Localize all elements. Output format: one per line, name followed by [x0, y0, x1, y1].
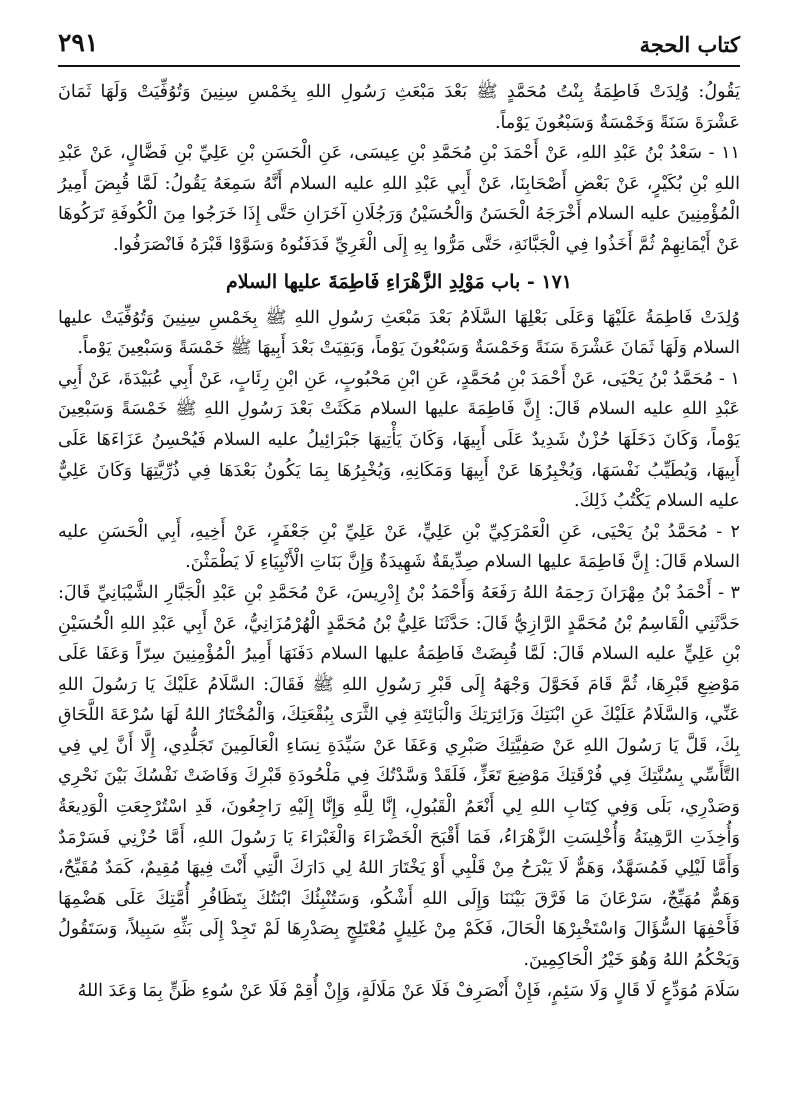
- paragraph: ١١ - سَعْدُ بْنُ عَبْدِ اللهِ، عَنْ أَحْمَدَ بْنِ مُحَمَّدِ بْنِ عِيسَى، عَنِ الْحَسَنِ بْنِ عَلِيِّ بْنِ فَضَّالٍ، عَنْ عَبْدِ اللهِ بْنِ بُكَيْرٍ، عَنْ بَعْضِ أَصْحَابِنَا، عَنْ أَبِي عَبْدِ اللهِ عليه السلام أَنَّهُ سَمِعَهُ يَقُولُ: لَمَّا قُبِضَ أَمِيرُ الْمُؤْمِنِينَ عليه السلام أَخْرَجَهُ الْحَسَنُ وَالْحُسَيْنُ وَرَجُلَانِ آخَرَانِ حَتَّى إِذَا خَرَجُوا مِنَ الْكُوفَةِ تَرَكُوهَا عَنْ أَيْمَانِهِمْ ثُمَّ أَخَذُوا فِي الْجَبَّانَةِ، حَتَّى مَرُّوا بِهِ إِلَى الْغَرِيِّ فَدَفَنُوهُ وَسَوَّوْا قَبْرَهُ فَانْصَرَفُوا.: [58, 143, 740, 255]
- paragraph: ٢ - مُحَمَّدُ بْنُ يَحْيَى، عَنِ الْعَمْرَكِيِّ بْنِ عَلِيٍّ، عَنْ عَلِيِّ بْنِ جَعْفَرٍ، عَنْ أَخِيهِ، أَبِي الْحَسَنِ عليه السلام قَالَ: إِنَّ فَاطِمَةَ عليها السلام صِدِّيقَةٌ شَهِيدَةٌ وَإِنَّ بَنَاتِ الْأَنْبِيَاءِ لَا يَطْمَثْنَ.: [58, 521, 740, 573]
- chapter-title: ١٧١ - باب مَوْلِدِ الزَّهْرَاءِ فَاطِمَةَ عليها السلام: [226, 270, 572, 293]
- paragraph: سَلَامَ مُوَدِّعٍ لَا قَالٍ وَلَا سَئِمٍ، فَإِنْ أَنْصَرِفْ فَلَا عَنْ مَلَالَةٍ، وَإِنْ أُقِمْ فَلَا عَنْ سُوءِ ظَنٍّ بِمَا وَعَدَ اللهُ: [77, 980, 740, 1001]
- page-number: ٢٩١: [58, 28, 99, 57]
- page-header: [58, 28, 740, 63]
- paragraph: ٣ - أَحْمَدُ بْنُ مِهْرَانَ رَحِمَهُ اللهُ رَفَعَهُ وَأَحْمَدُ بْنُ إِدْرِيسَ، عَنْ مُحَمَّدِ بْنِ عَبْدِ الْجَبَّارِ الشَّيْبَانِيِّ قَالَ: حَدَّثَنِي الْقَاسِمُ بْنُ مُحَمَّدٍ الرَّازِيُّ قَالَ: حَدَّثَنَا عَلِيُّ بْنُ مُحَمَّدٍ الْهُرْمُزَانِيُّ، عَنْ أَبِي عَبْدِ اللهِ الْحُسَيْنِ بْنِ عَلِيٍّ عليه السلام قَالَ: لَمَّا قُبِضَتْ فَاطِمَةُ عليها السلام دَفَنَهَا أَمِيرُ الْمُؤْمِنِينَ سِرّاً وَعَفَا عَلَى مَوْضِعِ قَبْرِهَا، ثُمَّ قَامَ فَحَوَّلَ وَجْهَهُ إِلَى قَبْرِ رَسُولِ اللهِ ﷺ فَقَالَ: السَّلَامُ عَلَيْكَ يَا رَسُولَ اللهِ عَنِّي، وَالسَّلَامُ عَلَيْكَ عَنِ ابْنَتِكَ وَزَائِرَتِكَ وَالْبَائِتَةِ فِي الثَّرَى بِبُقْعَتِكَ، وَالْمُخْتَارُ اللهُ لَهَا سُرْعَةَ اللَّحَاقِ بِكَ، قَلَّ يَا رَسُولَ اللهِ عَنْ صَفِيَّتِكَ صَبْرِي وَعَفَا عَنْ سَيِّدَةِ نِسَاءِ الْعَالَمِينَ تَجَلُّدِي، إِلَّا أَنَّ لِي فِي التَّأَسِّي بِسُنَّتِكَ فِي فُرْقَتِكَ مَوْضِعَ تَعَزٍّ، فَلَقَدْ وَسَّدْتُكَ فِي مَلْحُودَةِ قَبْرِكَ وَفَاضَتْ نَفْسُكَ بَيْنَ نَحْرِي وَصَدْرِي، بَلَى وَفِي كِتَابِ اللهِ لِي أَنْعَمُ الْقَبُولِ، إِنَّا لِلَّهِ وَإِنَّا إِلَيْهِ رَاجِعُونَ، قَدِ اسْتُرْجِعَتِ الْوَدِيعَةُ وَأُخِذَتِ الرَّهِينَةُ وَأُخْلِسَتِ الزَّهْرَاءُ، فَمَا أَقْبَحَ الْخَضْرَاءَ وَالْغَبْرَاءَ يَا رَسُولَ اللهِ، أَمَّا حُزْنِي فَسَرْمَدٌ وَأَمَّا لَيْلِي فَمُسَهَّدٌ، وَهَمٌّ لَا يَبْرَحُ مِنْ قَلْبِي أَوْ يَخْتَارَ اللهُ لِي دَارَكَ الَّتِي أَنْتَ فِيهَا مُقِيمٌ، كَمَدٌ مُقَيِّحٌ، وَهَمٌّ مُهَيِّجٌ، سَرْعَانَ مَا فَرَّقَ بَيْنَنَا وَإِلَى اللهِ أَشْكُو، وَسَتُنْبِئُكَ ابْنَتُكَ بِتَظَافُرِ أُمَّتِكَ عَلَى هَضْمِهَا فَأَحْفِهَا السُّؤَالَ وَاسْتَخْبِرْهَا الْحَالَ، فَكَمْ مِنْ غَلِيلٍ مُعْتَلِجٍ بِصَدْرِهَا لَمْ تَجِدْ إِلَى بَثِّهِ سَبِيلاً، وَسَتَقُولُ وَيَحْكُمُ اللهُ وَهُوَ خَيْرُ الْحَاكِمِينَ.: [58, 582, 740, 971]
- paragraph: يَقُولُ: وُلِدَتْ فَاطِمَةُ بِنْتُ مُحَمَّدٍ ﷺ بَعْدَ مَبْعَثِ رَسُولِ اللهِ بِخَمْسِ سِنِينَ وَتُوُفِّيَتْ وَلَهَا ثَمَانَ عَشْرَةَ سَنَةً وَخَمْسَةٌ وَسَبْعُونَ يَوْماً.: [58, 82, 740, 133]
- paragraph: وُلِدَتْ فَاطِمَةُ عَلَيْهَا وَعَلَى بَعْلِهَا السَّلَامُ بَعْدَ مَبْعَثِ رَسُولِ اللهِ ﷺ بِخَمْسِ سِنِينَ وَتُوُفِّيَتْ عليها السلام وَلَهَا ثَمَانَ عَشْرَةَ سَنَةً وَخَمْسَةٌ وَسَبْعُونَ يَوْماً، وَبَقِيَتْ بَعْدَ أَبِيهَا ﷺ خَمْسَةً وَسَبْعِينَ يَوْماً.: [58, 307, 740, 359]
- header-rule: [58, 65, 740, 67]
- running-title: كتاب الحجة: [639, 32, 740, 57]
- paragraph: ١ - مُحَمَّدُ بْنُ يَحْيَى، عَنْ أَحْمَدَ بْنِ مُحَمَّدٍ، عَنِ ابْنِ مَحْبُوبٍ، عَنِ ابْنِ رِئَابٍ، عَنْ أَبِي عُبَيْدَةَ، عَنْ أَبِي عَبْدِ اللهِ عليه السلام قَالَ: إِنَّ فَاطِمَةَ عليها السلام مَكَثَتْ بَعْدَ رَسُولِ اللهِ ﷺ خَمْسَةً وَسَبْعِينَ يَوْماً، وَكَانَ دَخَلَهَا حُزْنٌ شَدِيدٌ عَلَى أَبِيهَا، وَكَانَ يَأْتِيهَا جَبْرَائِيلُ عليه السلام فَيُحْسِنُ عَزَاءَهَا عَلَى أَبِيهَا، وَيُطَيِّبُ نَفْسَهَا، وَيُخْبِرُهَا عَنْ أَبِيهَا وَمَكَانِهِ، وَيُخْبِرُهَا بِمَا يَكُونُ بَعْدَهَا فِي ذُرِّيَّتِهَا وَكَانَ عَلِيٌّ عليه السلام يَكْتُبُ ذَلِكَ.: [58, 368, 740, 512]
